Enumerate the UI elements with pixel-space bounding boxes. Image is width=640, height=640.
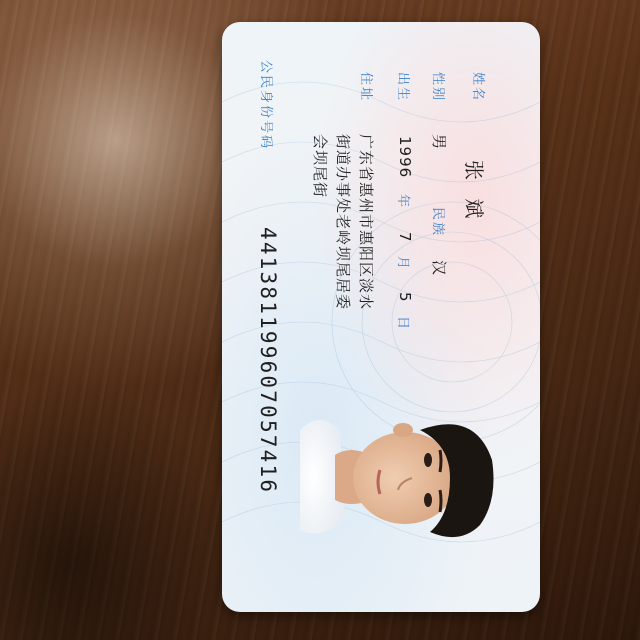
gender-value: 男	[430, 134, 448, 151]
birth-year-unit: 年	[395, 194, 410, 210]
birth-month: 7	[396, 232, 414, 243]
address-line-2: 街道办事处老岭坝尾居委	[334, 134, 352, 311]
birth-month-unit: 月	[395, 256, 410, 272]
birth-year: 1996	[396, 136, 414, 179]
id-number-label: 公民身份号码	[258, 60, 273, 151]
birth-label: 出生	[395, 72, 410, 103]
birth-day: 5	[396, 292, 414, 303]
name-value: 张 斌	[462, 160, 486, 225]
portrait-photo	[300, 400, 505, 550]
ethnicity-value: 汉	[430, 260, 448, 277]
gender-label: 性别	[430, 72, 445, 103]
address-line-1: 广东省惠州市惠阳区淡水	[357, 134, 375, 311]
address-label: 住址	[358, 72, 373, 103]
table-shadow	[0, 380, 230, 640]
ethnicity-label: 民族	[430, 207, 445, 238]
address-line-3: 会坝尾街	[311, 134, 329, 199]
id-number-value: 441381199607057416	[256, 227, 280, 495]
name-label: 姓名	[470, 72, 485, 103]
birth-day-unit: 日	[395, 316, 410, 332]
